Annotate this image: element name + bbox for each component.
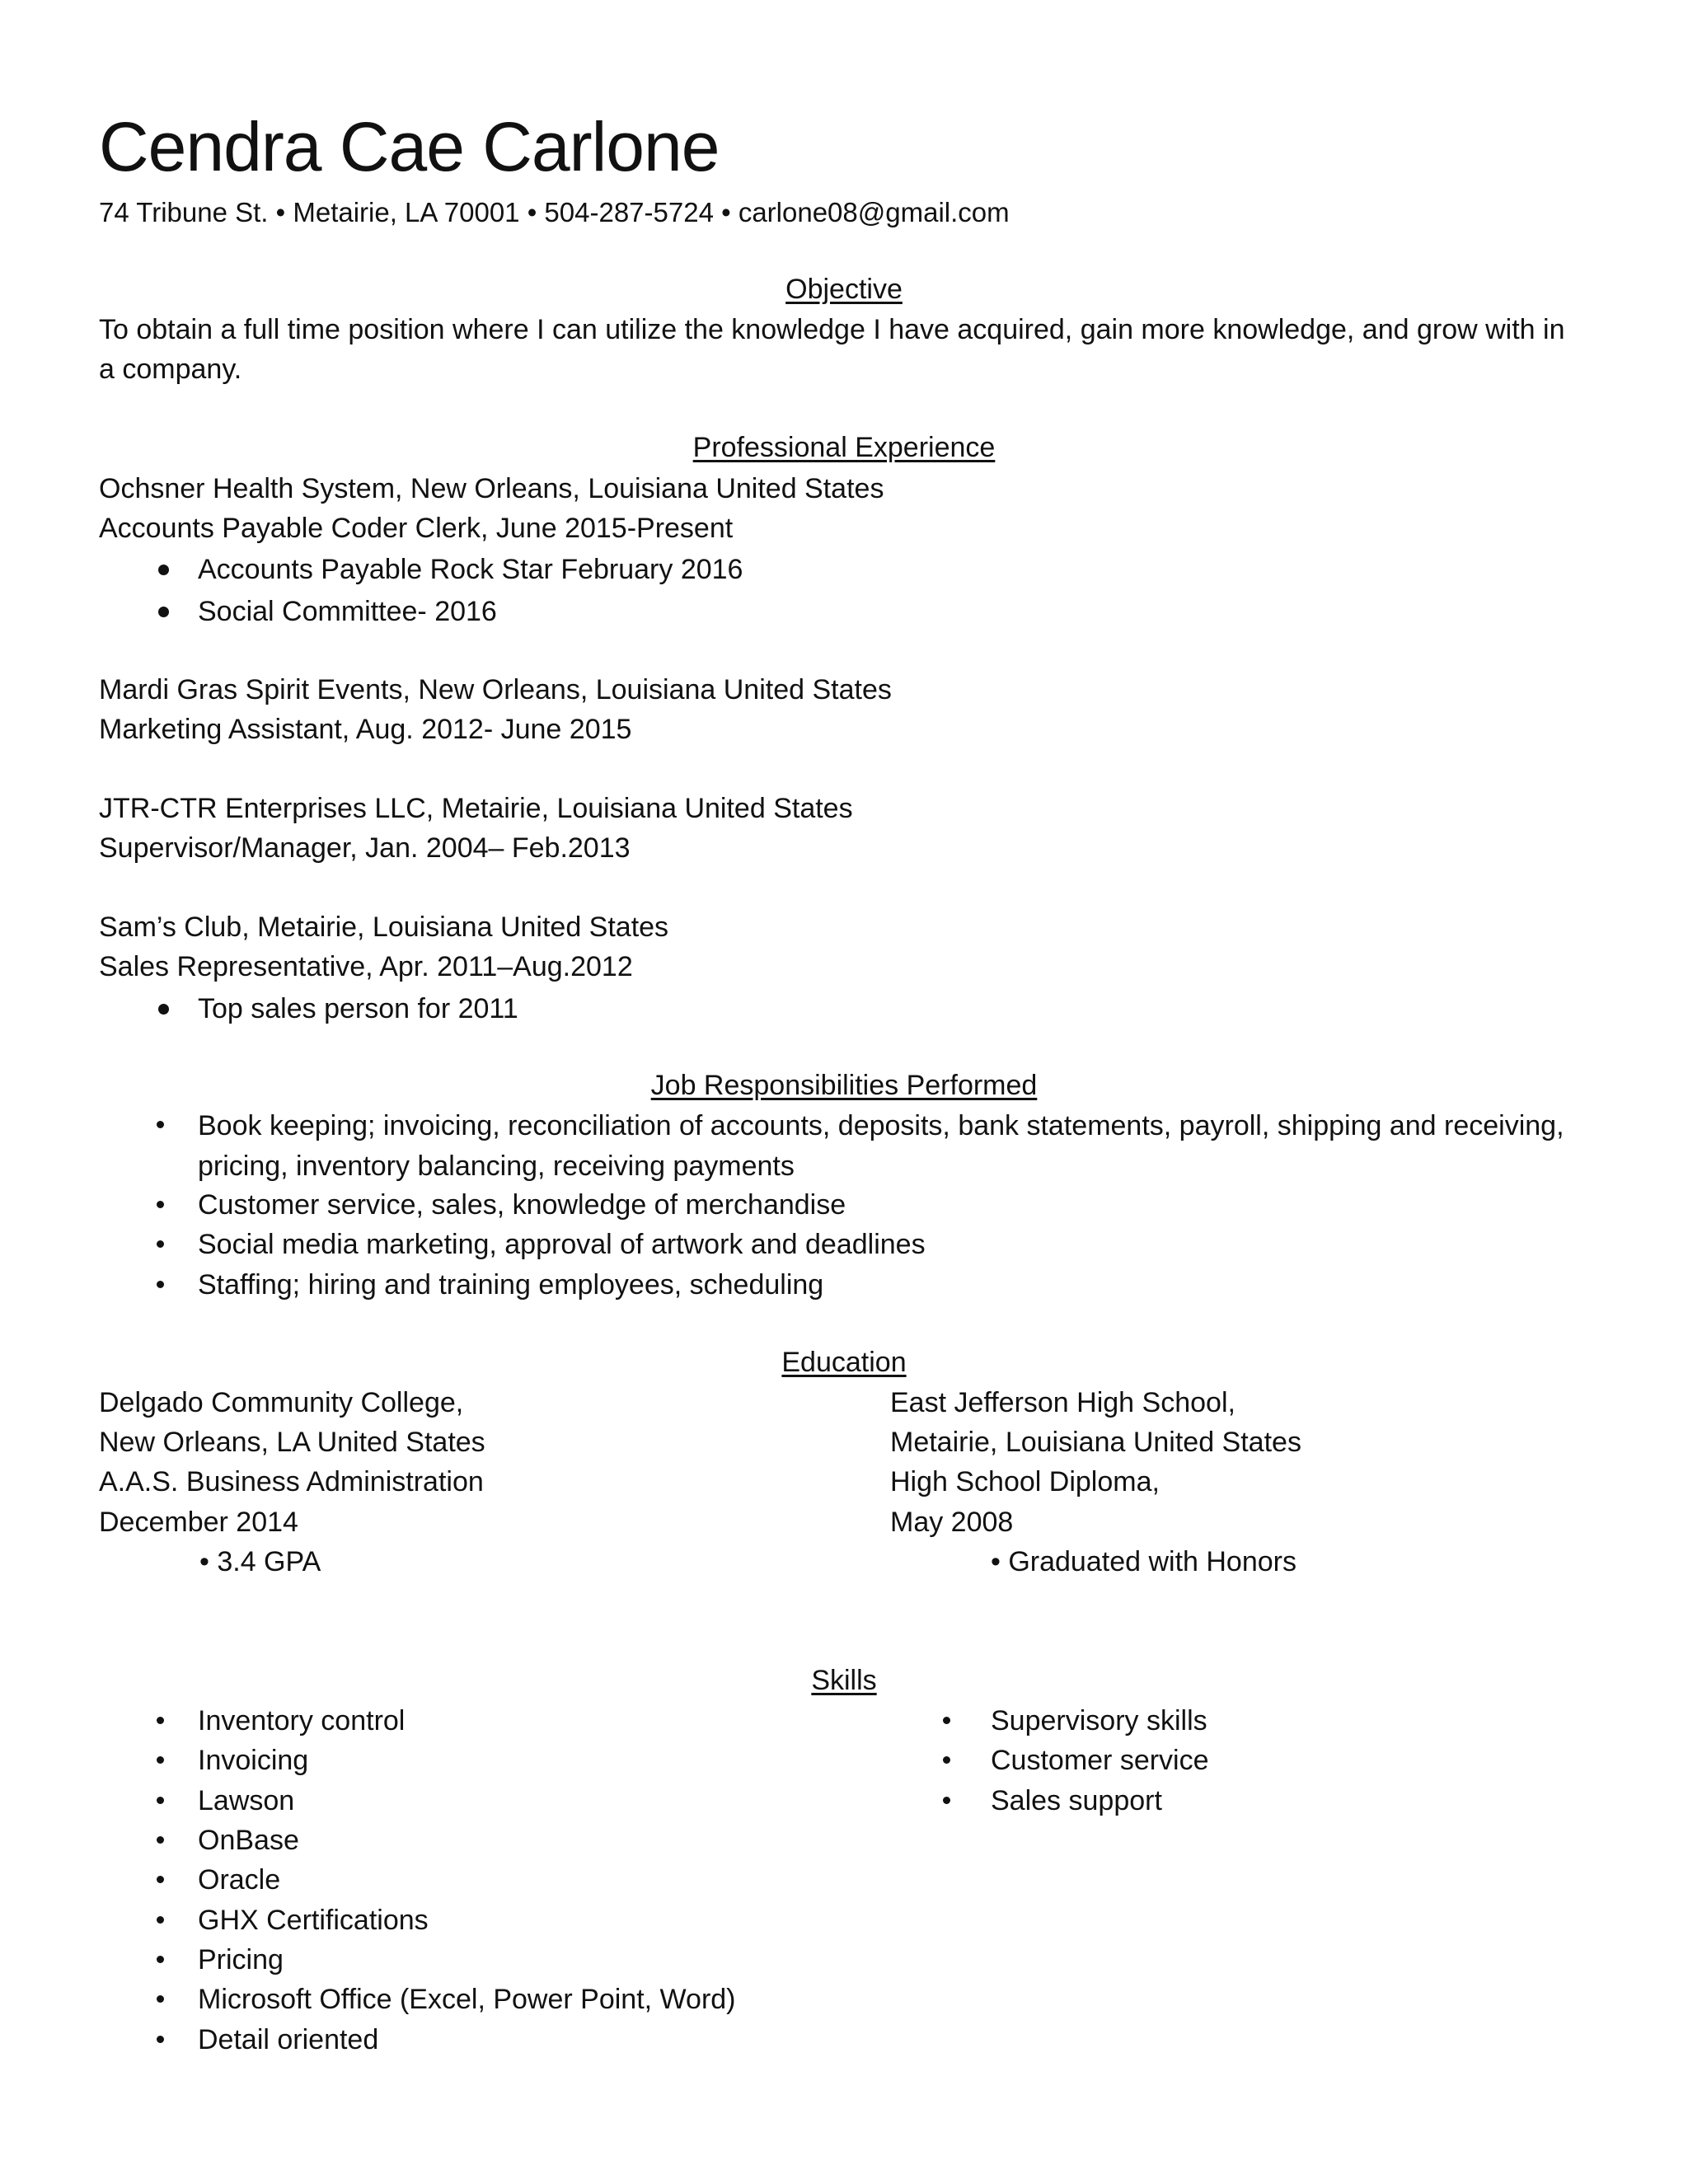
bullet-icon [157, 1876, 164, 1883]
bullet-icon [158, 607, 169, 617]
skill-item: GHX Certifications [198, 1905, 429, 1936]
skill-item: OnBase [198, 1825, 299, 1856]
responsibility-item: Book keeping; invoicing, reconciliation of accounts, deposits, bank statements, payroll, shipping and receiving, pricing, inventory balancing, receiving payments [198, 1110, 1564, 1182]
experience-heading: Professional Experience [692, 432, 996, 463]
job-title: Accounts Payable Coder Clerk, June 2015-Present [99, 513, 734, 544]
job-bullet: Accounts Payable Rock Star February 2016 [198, 554, 743, 585]
bullet-icon [157, 1240, 164, 1248]
bullet-icon [158, 1004, 169, 1015]
school-name: Delgado Community College, [99, 1387, 464, 1418]
bullet-icon [157, 1956, 164, 1963]
job-org: Ochsner Health System, New Orleans, Louisiana United States [99, 473, 884, 504]
school-location: New Orleans, LA United States [99, 1427, 485, 1458]
applicant-name: Cendra Cae Carlone [99, 108, 720, 185]
job-org: JTR-CTR Enterprises LLC, Metairie, Louisiana United States [99, 793, 853, 824]
job-bullet: Social Committee- 2016 [198, 596, 497, 627]
school-degree: A.A.S. Business Administration [99, 1466, 484, 1497]
responsibility-item: Staffing; hiring and training employees, scheduling [198, 1269, 824, 1301]
skill-item: Customer service [991, 1745, 1209, 1776]
bullet-icon [157, 1995, 164, 2003]
education-heading: Education [781, 1347, 907, 1378]
job-title: Supervisor/Manager, Jan. 2004– Feb.2013 [99, 832, 631, 864]
skill-item: Sales support [991, 1785, 1162, 1816]
skill-item: Lawson [198, 1785, 295, 1816]
responsibility-item: Customer service, sales, knowledge of merchandise [198, 1189, 846, 1221]
bullet-icon [943, 1717, 950, 1724]
skill-item: Supervisory skills [991, 1705, 1207, 1736]
bullet-icon [157, 1756, 164, 1764]
bullet-icon [157, 2036, 164, 2043]
school-degree: High School Diploma, [890, 1466, 1160, 1497]
school-name: East Jefferson High School, [890, 1387, 1236, 1418]
objective-text: To obtain a full time position where I can utilize the knowledge I have acquired, gain more knowledge, and grow with in a company. [99, 314, 1565, 385]
bullet-icon [157, 1201, 164, 1208]
bullet-icon [157, 1281, 164, 1288]
bullet-icon [158, 565, 169, 575]
bullet-icon [157, 1797, 164, 1804]
objective-heading: Objective [785, 274, 903, 305]
skill-item: Microsoft Office (Excel, Power Point, Word) [198, 1984, 736, 2015]
school-note: • 3.4 GPA [199, 1546, 321, 1577]
bullet-icon [157, 1121, 164, 1128]
bullet-icon [157, 1836, 164, 1844]
school-note: • Graduated with Honors [991, 1546, 1296, 1577]
job-org: Sam’s Club, Metairie, Louisiana United States [99, 912, 669, 943]
skill-item: Invoicing [198, 1745, 309, 1776]
responsibilities-heading: Job Responsibilities Performed [650, 1070, 1038, 1101]
skill-item: Oracle [198, 1864, 281, 1896]
skills-heading: Skills [811, 1665, 877, 1696]
bullet-icon [943, 1797, 950, 1804]
school-location: Metairie, Louisiana United States [890, 1427, 1301, 1458]
responsibility-item: Social media marketing, approval of artwork and deadlines [198, 1229, 926, 1260]
skill-item: Detail oriented [198, 2024, 379, 2055]
job-title: Marketing Assistant, Aug. 2012- June 2015 [99, 714, 632, 745]
bullet-icon [157, 1717, 164, 1724]
school-date: May 2008 [890, 1507, 1014, 1538]
bullet-icon [943, 1756, 950, 1764]
job-org: Mardi Gras Spirit Events, New Orleans, Louisiana United States [99, 674, 892, 705]
job-bullet: Top sales person for 2011 [198, 993, 518, 1024]
school-date: December 2014 [99, 1507, 298, 1538]
contact-line: 74 Tribune St. • Metairie, LA 70001 • 504-287-5724 • carlone08@gmail.com [99, 197, 1010, 227]
job-title: Sales Representative, Apr. 2011–Aug.2012 [99, 951, 633, 982]
bullet-icon [157, 1916, 164, 1924]
skill-item: Pricing [198, 1944, 284, 1975]
skill-item: Inventory control [198, 1705, 406, 1736]
